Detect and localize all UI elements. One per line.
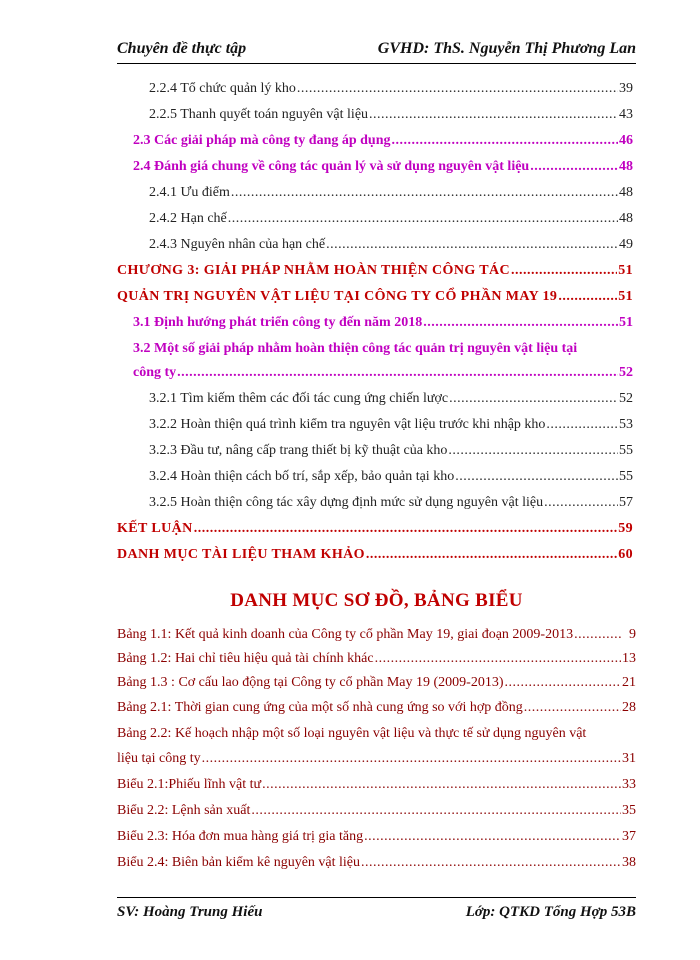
list-entry-page: 31 — [622, 751, 636, 766]
toc-entry-page: 51 — [618, 263, 633, 278]
toc-entry-title: CHƯƠNG 3: GIẢI PHÁP NHẰM HOÀN THIỆN CÔNG TÁC — [117, 263, 511, 278]
list-entry-title: Biểu 2.1:Phiếu lĩnh vật tư — [117, 777, 262, 792]
toc-entry[interactable] — [117, 362, 633, 384]
list-entry[interactable] — [117, 748, 636, 770]
toc-entry-page: 48 — [619, 159, 633, 174]
toc-entry[interactable] — [117, 388, 633, 410]
list-entry[interactable] — [117, 624, 636, 646]
toc-entry-page: 43 — [619, 107, 633, 122]
list-entry[interactable] — [117, 852, 636, 874]
toc-entry-page: 51 — [619, 315, 633, 330]
page-header — [117, 40, 636, 62]
header-rule — [117, 63, 636, 64]
toc-entry[interactable] — [117, 104, 633, 126]
toc-entry-page: 60 — [618, 547, 633, 562]
toc-entry-title: 3.2.3 Đầu tư, nâng cấp trang thiết bị kỹ thuật của kho — [149, 443, 448, 458]
list-entry[interactable] — [117, 800, 636, 822]
toc-entry-page: 39 — [619, 81, 633, 96]
toc-entry-title: 2.4.3 Nguyên nhân của hạn chế — [149, 237, 326, 252]
toc-entry-title: 3.2.1 Tìm kiếm thêm các đối tác cung ứng chiến lược — [149, 391, 449, 406]
toc-entry[interactable] — [117, 182, 633, 204]
list-entry-title: liệu tại công ty — [117, 751, 201, 766]
toc-entry-page: 55 — [619, 469, 633, 484]
list-entry-title: Bảng 1.3 : Cơ cấu lao động tại Công ty cổ phần May 19 (2009-2013) — [117, 675, 504, 690]
toc-entry-page: 48 — [619, 211, 633, 226]
toc-entry-page: 55 — [619, 443, 633, 458]
toc-entry-page: 53 — [619, 417, 633, 432]
toc-entry[interactable] — [117, 78, 633, 100]
toc-entry-title: công ty — [133, 365, 177, 380]
toc-entry-title: 2.2.5 Thanh quyết toán nguyên vật liệu — [149, 107, 369, 122]
toc-entry[interactable] — [117, 440, 633, 462]
toc-entry[interactable] — [117, 130, 633, 152]
toc-entry-page: 46 — [619, 133, 633, 148]
toc-entry-title: KẾT LUẬN — [117, 521, 193, 536]
toc-entry-title: 3.2.4 Hoàn thiện cách bố trí, sắp xếp, bảo quản tại kho — [149, 469, 455, 484]
toc-entry[interactable] — [117, 466, 633, 488]
header-left: Chuyên đề thực tập — [117, 40, 247, 57]
toc-entry-page: 51 — [618, 289, 633, 304]
toc-entry-page: 52 — [619, 391, 633, 406]
toc-entry-title: 2.2.4 Tổ chức quản lý kho — [149, 81, 296, 96]
toc-entry[interactable] — [117, 312, 633, 334]
toc-chapter-entry[interactable] — [117, 286, 633, 308]
toc-entry-page: 52 — [619, 365, 633, 380]
list-entry-title: Biểu 2.3: Hóa đơn mua hàng giá trị gia tăng — [117, 829, 364, 844]
footer-left: SV: Hoàng Trung Hiếu — [117, 904, 263, 920]
toc-entry[interactable] — [117, 156, 633, 178]
list-entry-page: 9 — [629, 627, 636, 642]
toc-chapter-entry[interactable] — [117, 544, 633, 566]
list-entry-title: Biểu 2.2: Lệnh sản xuất — [117, 803, 251, 818]
toc-entry-title: 2.3 Các giải pháp mà công ty đang áp dụng — [133, 133, 391, 148]
list-entry-title: Bảng 1.2: Hai chỉ tiêu hiệu quả tài chính khác — [117, 651, 374, 666]
list-entry[interactable] — [117, 697, 636, 719]
toc-entry[interactable] — [117, 492, 633, 514]
footer-right: Lớp: QTKD Tổng Hợp 53B — [465, 904, 636, 920]
list-entry-page: 28 — [622, 700, 636, 715]
toc-entry-title: DANH MỤC TÀI LIỆU THAM KHẢO — [117, 547, 365, 562]
toc-entry-title: 2.4 Đánh giá chung về công tác quản lý và sử dụng nguyên vật liệu — [133, 159, 530, 174]
toc-chapter-entry[interactable] — [117, 260, 633, 282]
list-entry-title: Bảng 1.1: Kết quả kinh doanh của Công ty cổ phần May 19, giai đoạn 2009-2013 — [117, 627, 574, 642]
list-entry-title: Biểu 2.4: Biên bản kiểm kê nguyên vật liệu — [117, 855, 361, 870]
list-entry-page: 13 — [622, 651, 636, 666]
list-title: DANH MỤC SƠ ĐỒ, BẢNG BIỂU — [230, 590, 523, 611]
toc-entry-title: 3.1 Định hướng phát triển công ty đến năm 2018 — [133, 315, 423, 330]
list-entry[interactable] — [117, 826, 636, 848]
list-entry-page: 38 — [622, 855, 636, 870]
toc-chapter-entry[interactable] — [117, 518, 633, 540]
list-entry-wrapped-line1[interactable]: Bảng 2.2: Kế hoạch nhập một số loại nguyên vật liệu và thực tế sử dụng nguyên vật — [117, 726, 587, 741]
toc-entry-page: 57 — [619, 495, 633, 510]
toc-entry-wrapped-line1[interactable]: 3.2 Một số giải pháp nhằm hoàn thiện công tác quản trị nguyên vật liệu tại — [133, 341, 578, 356]
list-entry-page: 35 — [622, 803, 636, 818]
toc-entry-title: 2.4.1 Ưu điểm — [149, 185, 230, 200]
list-entry-page: 33 — [622, 777, 636, 792]
toc-entry-title: 3.2.2 Hoàn thiện quá trình kiểm tra nguyên vật liệu trước khi nhập kho — [149, 417, 546, 432]
toc-entry[interactable] — [117, 234, 633, 256]
page-footer — [117, 904, 636, 926]
list-entry[interactable] — [117, 774, 636, 796]
toc-entry-page: 59 — [618, 521, 633, 536]
footer-rule — [117, 897, 636, 898]
list-entry[interactable] — [117, 648, 636, 670]
list-entry-page: 37 — [622, 829, 636, 844]
toc-entry-page: 49 — [619, 237, 633, 252]
toc-entry-title: 3.2.5 Hoàn thiện công tác xây dựng định mức sử dụng nguyên vật liệu — [149, 495, 544, 510]
toc-entry[interactable] — [117, 208, 633, 230]
toc-entry-page: 48 — [619, 185, 633, 200]
list-entry-title: Bảng 2.1: Thời gian cung ứng của một số nhà cung ứng so với hợp đồng — [117, 700, 523, 715]
header-right: GVHD: ThS. Nguyễn Thị Phương Lan — [377, 40, 636, 57]
toc-entry-title: QUẢN TRỊ NGUYÊN VẬT LIỆU TẠI CÔNG TY CỔ PHẦN MAY 19 — [117, 289, 558, 304]
list-entry-page: 21 — [622, 675, 636, 690]
list-entry[interactable] — [117, 672, 636, 694]
toc-entry-title: 2.4.2 Hạn chế — [149, 211, 227, 226]
toc-entry[interactable] — [117, 414, 633, 436]
